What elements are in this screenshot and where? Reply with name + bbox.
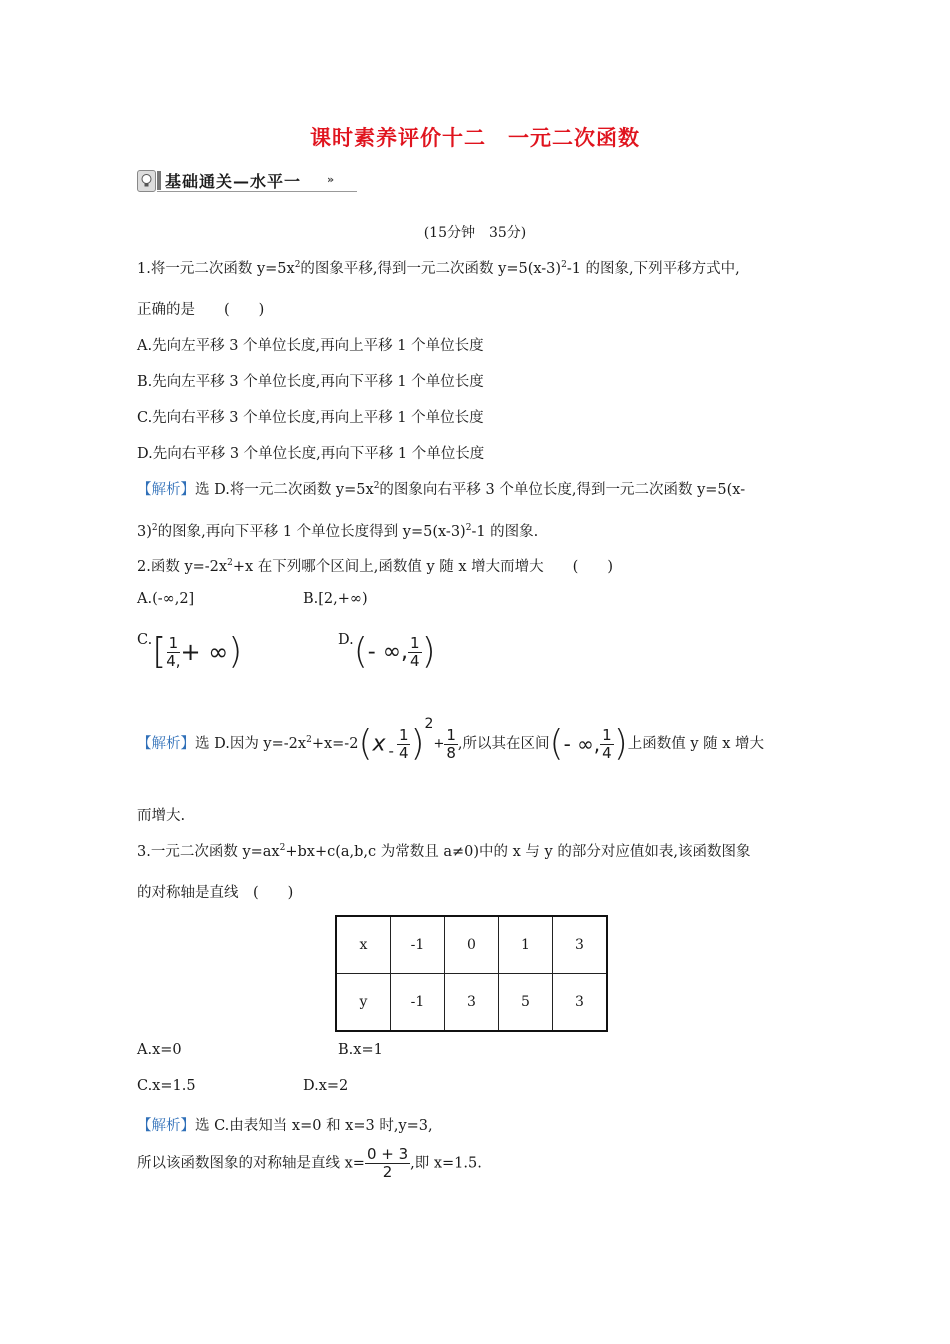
q2-option-a: A.(-∞,2]: [137, 591, 195, 607]
q3-option-c: C.x=1.5: [137, 1078, 196, 1094]
q3-analysis: 【解析】选 C.由表知当 x=0 和 x=3 时,y=3,: [137, 1118, 433, 1134]
table-cell: 5: [499, 974, 553, 1032]
table-cell: -1: [391, 974, 445, 1032]
q1-stem: 1.将一元二次函数 $y=5x^2$的图象平移,得到一元二次函数 $y=5(x-3)^2-1$ 的图象,下列平移方式中,: [137, 260, 740, 277]
q1-stem-line2: 正确的是 ( ): [137, 302, 265, 318]
q3-stem: 3.一元二次函数 $y=ax^2+bx+c(a,b,c$ 为常数且 a≠0)中的 x 与 y 的部分对应值如表,该函数图象: [137, 843, 751, 860]
table-cell: 3: [553, 916, 608, 974]
table-cell: 3: [445, 974, 499, 1032]
q1-option-b: B.先向左平移 3 个单位长度,再向下平移 1 个单位长度: [137, 374, 484, 390]
q2-option-b: B.[2,+∞): [303, 591, 368, 607]
q1-option-c: C.先向右平移 3 个单位长度,再向上平移 1 个单位长度: [137, 410, 484, 426]
table-row: [336, 916, 607, 974]
table-cell: 1: [499, 916, 553, 974]
section-label: 基础通关—水平一: [165, 172, 302, 191]
time-limit: (15分钟 35分): [423, 225, 527, 241]
q1-analysis: 【解析】选 D.将一元二次函数 $y=5x^2$的图象向右平移 3 个单位长度,得到一元二次函数 y=5(x-: [137, 481, 746, 498]
section-underline: [157, 191, 357, 192]
q3-option-b: B.x=1: [338, 1042, 383, 1058]
double-chevron-icon: »: [327, 173, 335, 186]
table-cell: y: [336, 974, 391, 1032]
section-bar: [157, 171, 161, 190]
table-cell: 3: [553, 974, 608, 1032]
q2-option-d: D.(- ∞, $\frac{1}{4}$ ): [338, 631, 436, 672]
q3-analysis-line2: 所以该函数图象的对称轴是直线 x= $\frac{0 + 3}{2}$ ,即 x=1.5.: [137, 1145, 482, 1181]
q1-option-d: D.先向右平移 3 个单位长度,再向下平移 1 个单位长度: [137, 446, 485, 462]
page-title: 课时素养评价十二 一元二次函数: [310, 125, 640, 150]
value-table: [335, 915, 608, 1032]
table-cell: x: [336, 916, 391, 974]
q2-stem: 2.函数 $y=-2x^2+x$ 在下列哪个区间上,函数值 y 随 x 增大而增大 ( ): [137, 558, 613, 575]
lightbulb-icon: [137, 170, 156, 192]
q3-option-a: A.x=0: [137, 1042, 182, 1058]
q3-option-d: D.x=2: [303, 1078, 349, 1094]
q2-option-c: C.[ $\frac{1}{4,}$ + ∞): [137, 631, 243, 672]
q1-option-a: A.先向左平移 3 个单位长度,再向上平移 1 个单位长度: [137, 338, 484, 354]
analysis-tag: 【解析】: [137, 482, 195, 498]
table-cell: -1: [391, 916, 445, 974]
table-row: [336, 974, 607, 1032]
q3-stem-line2: 的对称轴是直线 ( ): [137, 885, 294, 901]
q1-analysis-line2: 3)$^2$的图象,再向下平移 1 个单位长度得到 $y=5(x-3)^2-1$ 的图象.: [137, 523, 539, 540]
q2-analysis-line2: 而增大.: [137, 808, 186, 824]
table-cell: 0: [445, 916, 499, 974]
q2-analysis: 【解析】选 D.因为 $y=-2x^2+x=-2(x$ - $\frac{1}{4}$ )2+ $\frac{1}{8}$ ,所以其在区间(- ∞, $\frac{1}{4}$ )上函数值 y 随 x 增大: [137, 716, 765, 764]
